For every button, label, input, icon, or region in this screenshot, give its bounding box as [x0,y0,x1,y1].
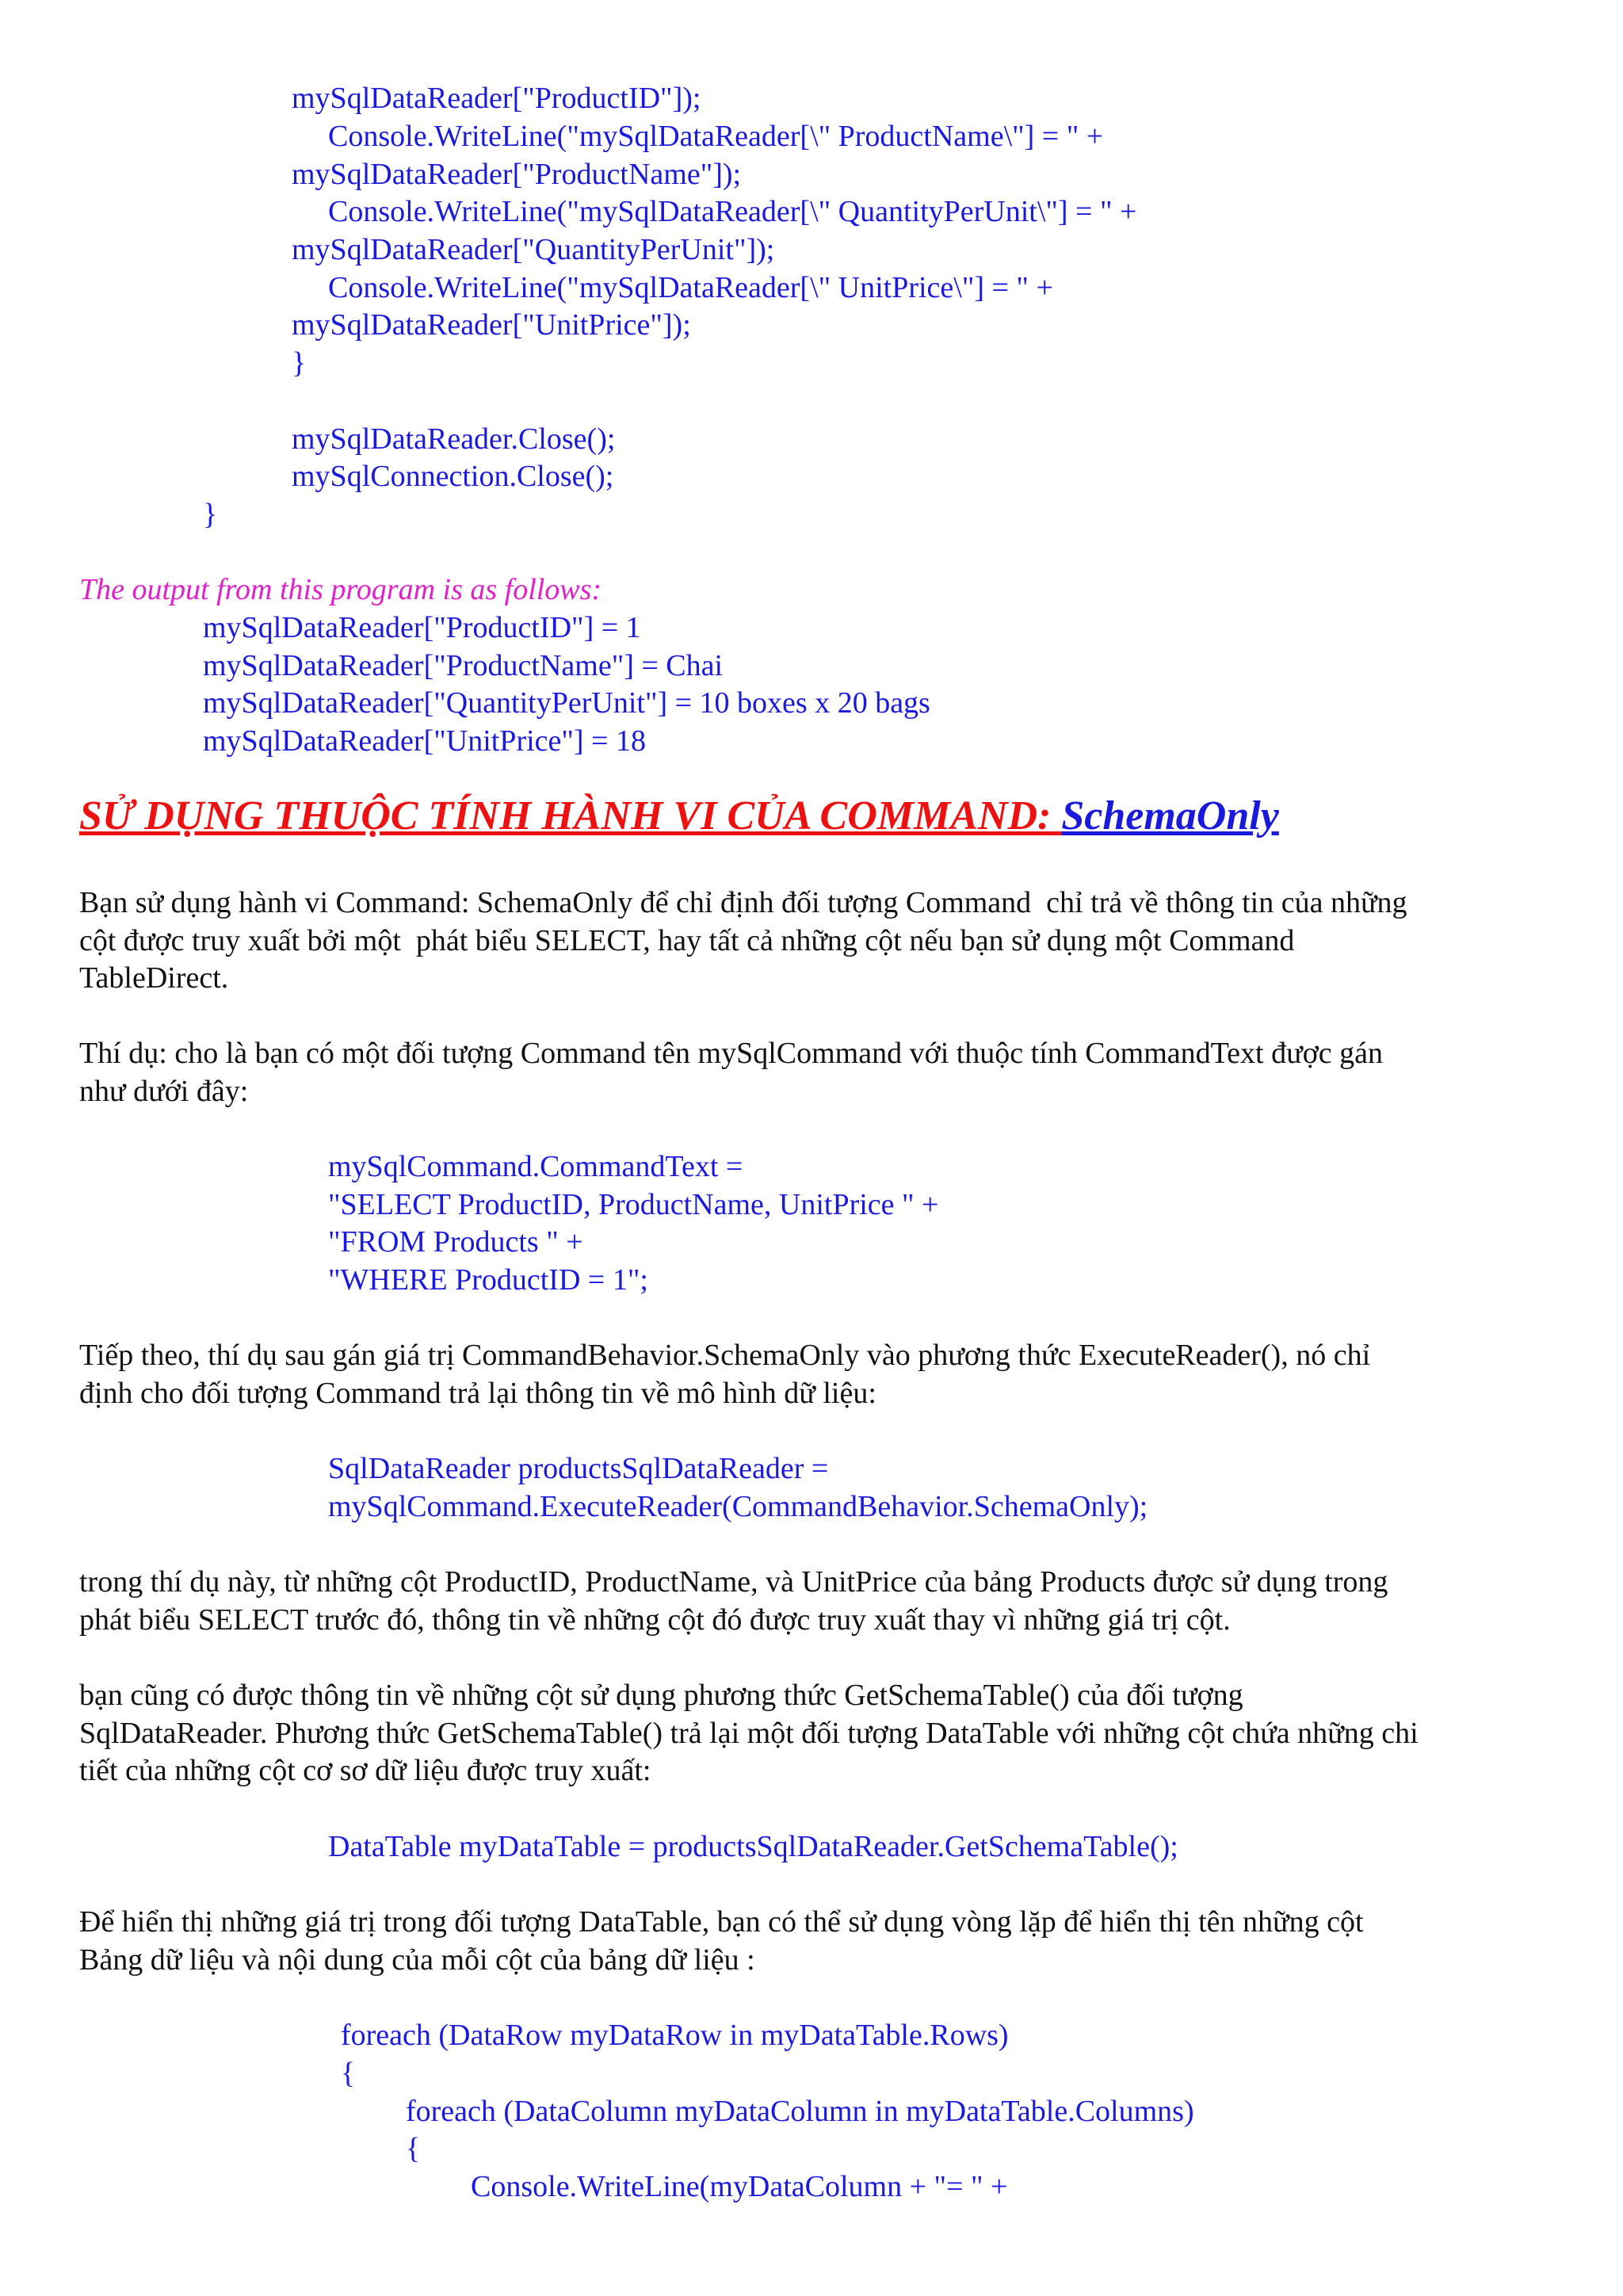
output-line: mySqlDataReader["ProductName"] = Chai [203,649,724,682]
paragraph-line: cột được truy xuất bởi một phát biểu SELECT, hay tất cả những cột nếu bạn sử dụng một Command [79,924,1295,957]
heading-main: SỬ DỤNG THUỘC TÍNH HÀNH VI CỦA COMMAND: [79,793,1062,839]
paragraph-line: Bạn sử dụng hành vi Command: SchemaOnly để chỉ định đối tượng Command chỉ trả về thông tin của những [79,886,1407,919]
paragraph-line: như dưới đây: [79,1075,249,1108]
heading-accent: SchemaOnly [1061,793,1279,839]
paragraph-line: TableDirect. [79,961,229,995]
code-line: mySqlDataReader.Close(); [292,422,616,456]
output-line: mySqlDataReader["ProductID"] = 1 [203,611,641,644]
code-line: mySqlConnection.Close(); [292,460,614,493]
paragraph-line: Thí dụ: cho là bạn có một đối tượng Command tên mySqlCommand với thuộc tính CommandText được gán [79,1037,1384,1070]
code-line: Console.WriteLine(myDataColumn + "= " + [471,2170,1008,2203]
paragraph-line: phát biểu SELECT trước đó, thông tin về những cột đó được truy xuất thay vì những giá trị cột. [79,1603,1231,1637]
code-line: SqlDataReader productsSqlDataReader = [328,1452,829,1485]
paragraph-line: SqlDataReader. Phương thức GetSchemaTable() trả lại một đối tượng DataTable với những cột chứa những chi [79,1717,1419,1750]
code-line: } [203,498,218,531]
code-line: { [341,2057,356,2090]
code-line: "SELECT ProductID, ProductName, UnitPrice " + [328,1188,939,1221]
section-heading [79,791,1279,842]
code-line: mySqlDataReader["UnitPrice"]); [292,308,691,342]
code-line: foreach (DataColumn myDataColumn in myDataTable.Columns) [406,2095,1194,2128]
code-line: mySqlCommand.ExecuteReader(CommandBehavior.SchemaOnly); [328,1490,1148,1523]
paragraph-line: Bảng dữ liệu và nội dung của mỗi cột của bảng dữ liệu : [79,1943,755,1977]
paragraph-line: Để hiển thị những giá trị trong đối tượng DataTable, bạn có thể sử dụng vòng lặp để hiển thị tên những cột [79,1905,1364,1939]
code-line: DataTable myDataTable = productsSqlDataReader.GetSchemaTable(); [328,1830,1178,1863]
code-line: Console.WriteLine("mySqlDataReader[\" UnitPrice\"] = " + [328,271,1053,304]
code-line: "WHERE ProductID = 1"; [328,1263,648,1297]
code-line: foreach (DataRow myDataRow in myDataTable.Rows) [341,2019,1009,2052]
output-line: mySqlDataReader["UnitPrice"] = 18 [203,724,646,758]
paragraph-line: trong thí dụ này, từ những cột ProductID, ProductName, và UnitPrice của bảng Products được sử dụng trong [79,1565,1388,1599]
code-line: { [406,2132,421,2165]
code-line: Console.WriteLine("mySqlDataReader[\" ProductName\"] = " + [328,120,1104,153]
code-line: mySqlCommand.CommandText = [328,1150,743,1183]
code-line: mySqlDataReader["ProductName"]); [292,158,742,191]
output-line: mySqlDataReader["QuantityPerUnit"] = 10 boxes x 20 bags [203,686,930,720]
code-line: Console.WriteLine("mySqlDataReader[\" QuantityPerUnit\"] = " + [328,195,1137,228]
code-line: "FROM Products " + [328,1225,583,1259]
output-label: The output from this program is as follows: [79,573,602,606]
code-line: } [292,346,307,380]
paragraph-line: tiết của những cột cơ sơ dữ liệu được truy xuất: [79,1754,651,1787]
paragraph-line: Tiếp theo, thí dụ sau gán giá trị CommandBehavior.SchemaOnly vào phương thức ExecuteReader(), nó chỉ [79,1339,1371,1372]
paragraph-line: bạn cũng có được thông tin về những cột sử dụng phương thức GetSchemaTable() của đối tượng [79,1679,1243,1712]
paragraph-line: định cho đối tượng Command trả lại thông tin về mô hình dữ liệu: [79,1377,876,1410]
code-line: mySqlDataReader["QuantityPerUnit"]); [292,233,775,266]
code-line: mySqlDataReader["ProductID"]); [292,82,701,115]
